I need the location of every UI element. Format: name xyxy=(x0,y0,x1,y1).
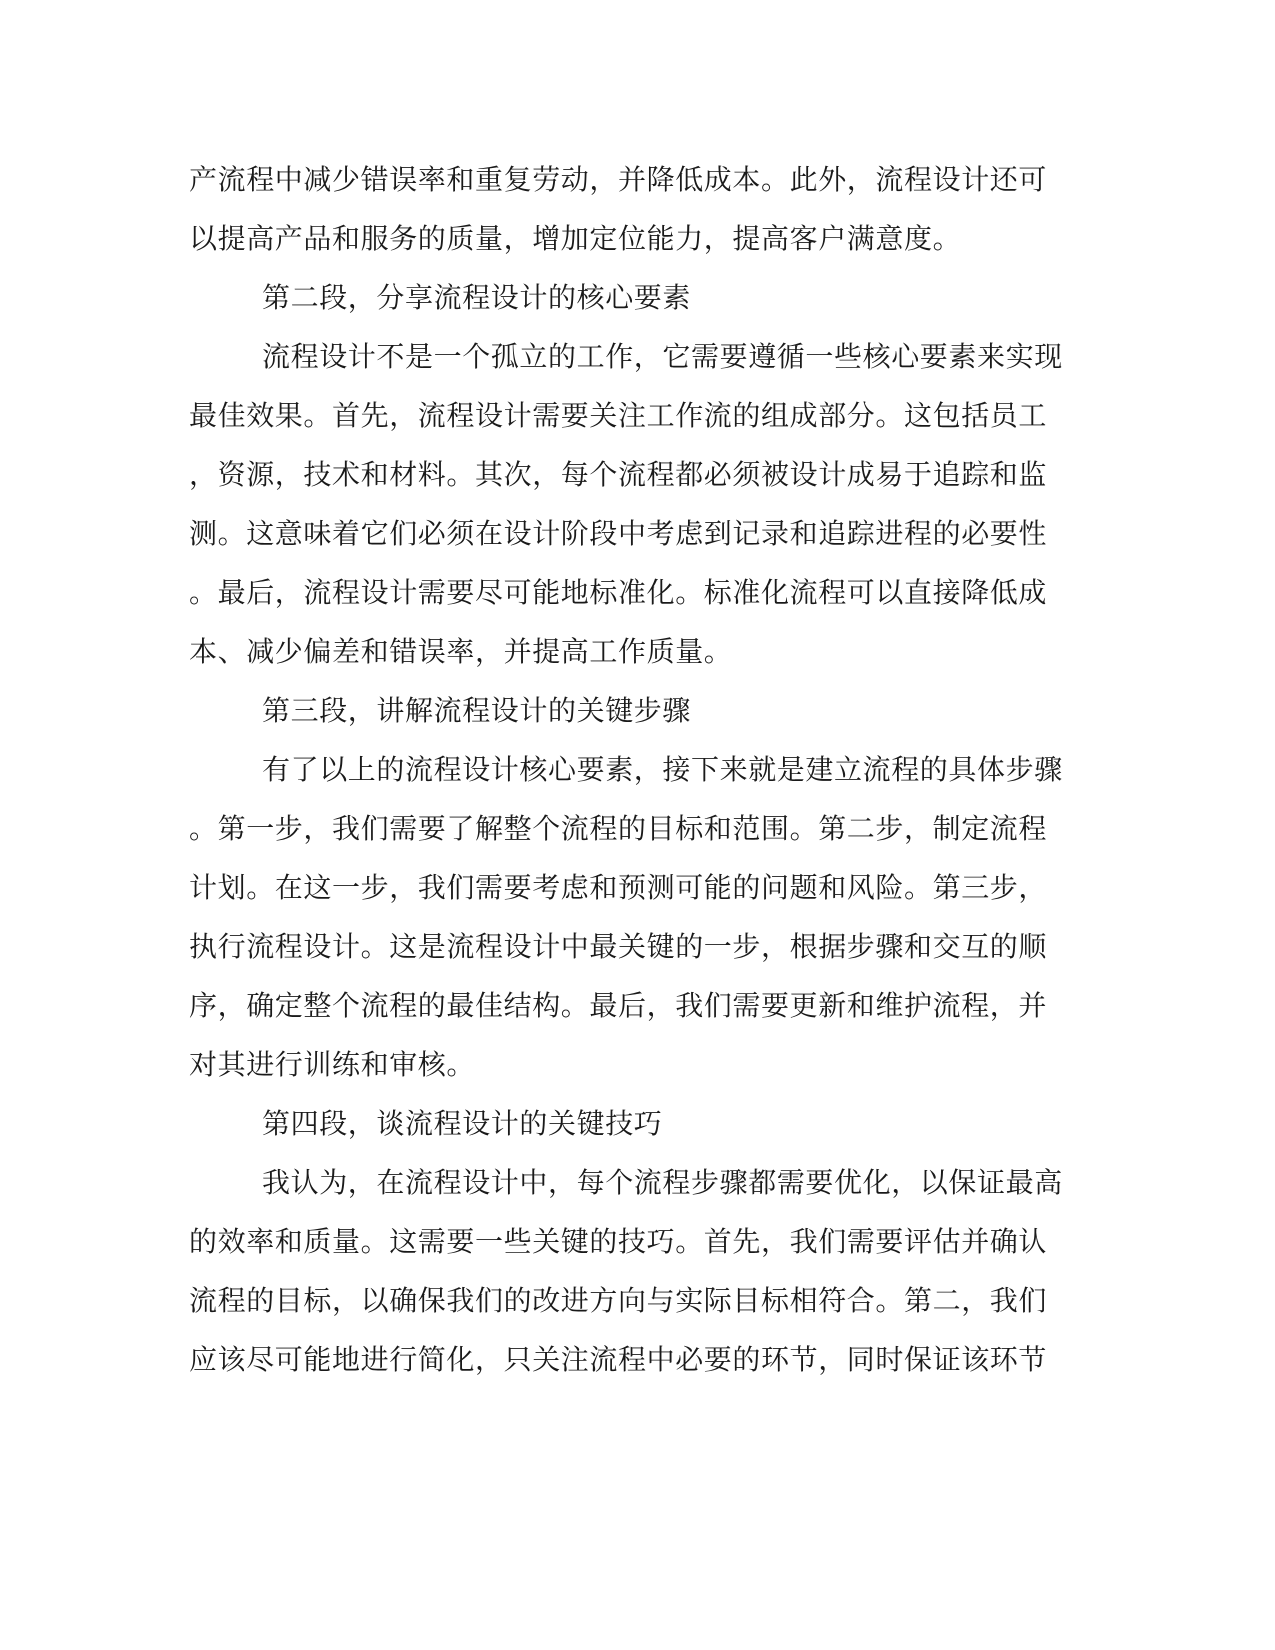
body-text-line: 最佳效果。首先，流程设计需要关注工作流的组成部分。这包括员工 xyxy=(189,399,1048,432)
paragraph-first-line: 有了以上的流程设计核心要素，接下来就是建立流程的具体步骤 xyxy=(262,753,1063,786)
paragraph-first-line: 我认为，在流程设计中，每个流程步骤都需要优化，以保证最高 xyxy=(262,1166,1063,1199)
body-text-line: ，资源，技术和材料。其次，每个流程都必须被设计成易于追踪和监 xyxy=(189,458,1048,491)
section-heading: 第四段，谈流程设计的关键技巧 xyxy=(262,1107,663,1140)
body-text-line: 执行流程设计。这是流程设计中最关键的一步，根据步骤和交互的顺 xyxy=(189,930,1048,963)
section-heading: 第二段，分享流程设计的核心要素 xyxy=(262,281,692,314)
body-text-line: 本、减少偏差和错误率，并提高工作质量。 xyxy=(189,635,733,668)
body-text-line: 序，确定整个流程的最佳结构。最后，我们需要更新和维护流程，并 xyxy=(189,989,1048,1022)
body-text-line: 的效率和质量。这需要一些关键的技巧。首先，我们需要评估并确认 xyxy=(189,1225,1048,1258)
body-text-line: 。最后，流程设计需要尽可能地标准化。标准化流程可以直接降低成 xyxy=(189,576,1048,609)
body-text-line: 对其进行训练和审核。 xyxy=(189,1048,476,1081)
body-text-line: 。第一步，我们需要了解整个流程的目标和范围。第二步，制定流程 xyxy=(189,812,1048,845)
body-text-line: 计划。在这一步，我们需要考虑和预测可能的问题和风险。第三步， xyxy=(189,871,1048,904)
body-text-line: 流程的目标，以确保我们的改进方向与实际目标相符合。第二，我们 xyxy=(189,1284,1048,1317)
body-text-line: 测。这意味着它们必须在设计阶段中考虑到记录和追踪进程的必要性 xyxy=(189,517,1048,550)
section-heading: 第三段，讲解流程设计的关键步骤 xyxy=(262,694,692,727)
body-text-line: 以提高产品和服务的质量，增加定位能力，提高客户满意度。 xyxy=(189,222,962,255)
body-text-line: 产流程中减少错误率和重复劳动，并降低成本。此外，流程设计还可 xyxy=(189,163,1048,196)
body-text-line: 应该尽可能地进行简化，只关注流程中必要的环节，同时保证该环节 xyxy=(189,1343,1048,1376)
paragraph-first-line: 流程设计不是一个孤立的工作，它需要遵循一些核心要素来实现 xyxy=(262,340,1063,373)
